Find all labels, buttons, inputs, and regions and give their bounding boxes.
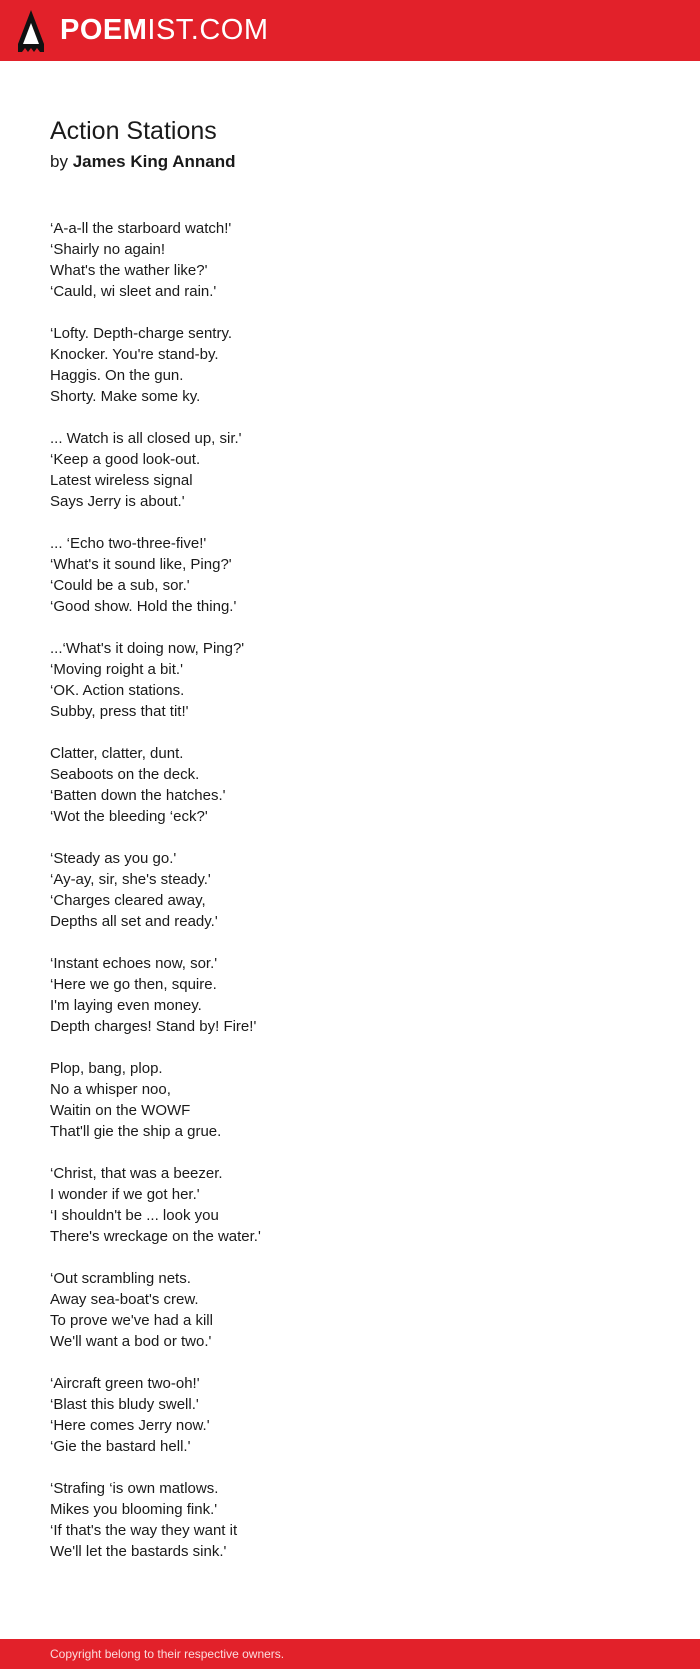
poem-line: ‘Shairly no again!: [50, 241, 166, 258]
poem-line: ‘A-a-ll the starboard watch!': [50, 220, 232, 237]
poem-line: Shorty. Make some ky.: [50, 388, 201, 405]
poem-author[interactable]: James King Annand: [72, 152, 236, 171]
poem-line: ‘Here we go then, squire.: [50, 976, 217, 993]
poem-line: ‘I shouldn't be ... look you: [50, 1207, 219, 1224]
poem-stanza: [50, 323, 650, 407]
poem-line: ‘Keep a good look-out.: [50, 451, 201, 468]
poem-stanza: [50, 1478, 650, 1562]
poem-line: Depth charges! Stand by! Fire!': [50, 1018, 257, 1035]
poem-line: ‘Batten down the hatches.': [50, 787, 226, 804]
poem-line: Knocker. You're stand-by.: [50, 346, 219, 363]
poem-stanza: [50, 1163, 650, 1247]
poem-line: ‘Instant echoes now, sor.': [50, 955, 218, 972]
logo-text-bold: POEM: [60, 14, 148, 46]
poem-line: Waitin on the WOWF: [50, 1102, 191, 1119]
poem-line: ‘Steady as you go.': [50, 850, 177, 867]
poem-line: Clatter, clatter, dunt.: [50, 745, 184, 762]
poem-line: No a whisper noo,: [50, 1081, 171, 1098]
poem-content: [50, 112, 650, 1583]
poem-line: ‘If that's the way they want it: [50, 1522, 238, 1539]
poem-line: ‘Could be a sub, sor.': [50, 577, 190, 594]
poem-line: What's the wather like?': [50, 262, 208, 279]
poem-line: That'll gie the ship a grue.: [50, 1123, 222, 1140]
poem-stanza: [50, 953, 650, 1037]
poem-stanza: [50, 1058, 650, 1142]
pencil-icon: [18, 10, 44, 52]
poem-line: I'm laying even money.: [50, 997, 202, 1014]
poem-line: To prove we've had a kill: [50, 1312, 213, 1329]
poem-line: ‘Aircraft green two-oh!': [50, 1375, 200, 1392]
poem-stanza: [50, 1373, 650, 1457]
poem-line: ‘What's it sound like, Ping?': [50, 556, 232, 573]
poem-stanza: [50, 848, 650, 932]
poem-line: ‘Ay-ay, sir, she's steady.': [50, 871, 211, 888]
poem-line: ‘Gie the bastard hell.': [50, 1438, 191, 1455]
poem-line: ‘Strafing ‘is own matlows.: [50, 1480, 219, 1497]
poem-line: ...‘What's it doing now, Ping?': [50, 640, 245, 657]
poem-line: We'll want a bod or two.': [50, 1333, 212, 1350]
poem-stanza: [50, 638, 650, 722]
poem-line: There's wreckage on the water.': [50, 1228, 261, 1245]
poem-line: Haggis. On the gun.: [50, 367, 184, 384]
poem-line: Mikes you blooming fink.': [50, 1501, 218, 1518]
poem-line: ‘Lofty. Depth-charge sentry.: [50, 325, 233, 342]
poem-line: Seaboots on the deck.: [50, 766, 200, 783]
poem-line: Subby, press that tit!': [50, 703, 189, 720]
poem-line: ... ‘Echo two-three-five!': [50, 535, 207, 552]
by-label: by: [50, 152, 68, 171]
poem-stanza: [50, 218, 650, 302]
poem-line: ‘Blast this bludy swell.': [50, 1396, 199, 1413]
poem-line: Plop, bang, plop.: [50, 1060, 163, 1077]
copyright-text: Copyright belong to their respective owners.: [50, 1647, 285, 1661]
poem-line: ‘Here comes Jerry now.': [50, 1417, 210, 1434]
logo-text-light: IST.COM: [147, 14, 269, 46]
poem-body: [50, 218, 650, 1562]
poem-line: ‘Good show. Hold the thing.': [50, 598, 237, 615]
poem-line: Away sea-boat's crew.: [50, 1291, 199, 1308]
site-footer: [0, 1639, 700, 1669]
poem-stanza: [50, 428, 650, 512]
poem-stanza: [50, 533, 650, 617]
poem-line: ‘Moving roight a bit.': [50, 661, 183, 678]
poem-stanza: [50, 743, 650, 827]
poem-byline: [50, 150, 650, 174]
poem-line: ... Watch is all closed up, sir.': [50, 430, 242, 447]
poem-line: Depths all set and ready.': [50, 913, 218, 930]
poem-line: ‘Cauld, wi sleet and rain.': [50, 283, 217, 300]
poem-line: We'll let the bastards sink.': [50, 1543, 227, 1560]
poem-line: Latest wireless signal: [50, 472, 193, 489]
poem-line: Says Jerry is about.': [50, 493, 185, 510]
site-header: [0, 0, 700, 61]
site-logo[interactable]: [18, 10, 269, 52]
poem-line: I wonder if we got her.': [50, 1186, 200, 1203]
poem-title: Action Stations: [50, 117, 217, 145]
site-logo-text: [60, 16, 269, 45]
poem-line: ‘OK. Action stations.: [50, 682, 185, 699]
poem-line: ‘Wot the bleeding ‘eck?': [50, 808, 208, 825]
poem-line: ‘Out scrambling nets.: [50, 1270, 191, 1287]
poem-stanza: [50, 1268, 650, 1352]
poem-line: ‘Christ, that was a beezer.: [50, 1165, 223, 1182]
poem-line: ‘Charges cleared away,: [50, 892, 206, 909]
